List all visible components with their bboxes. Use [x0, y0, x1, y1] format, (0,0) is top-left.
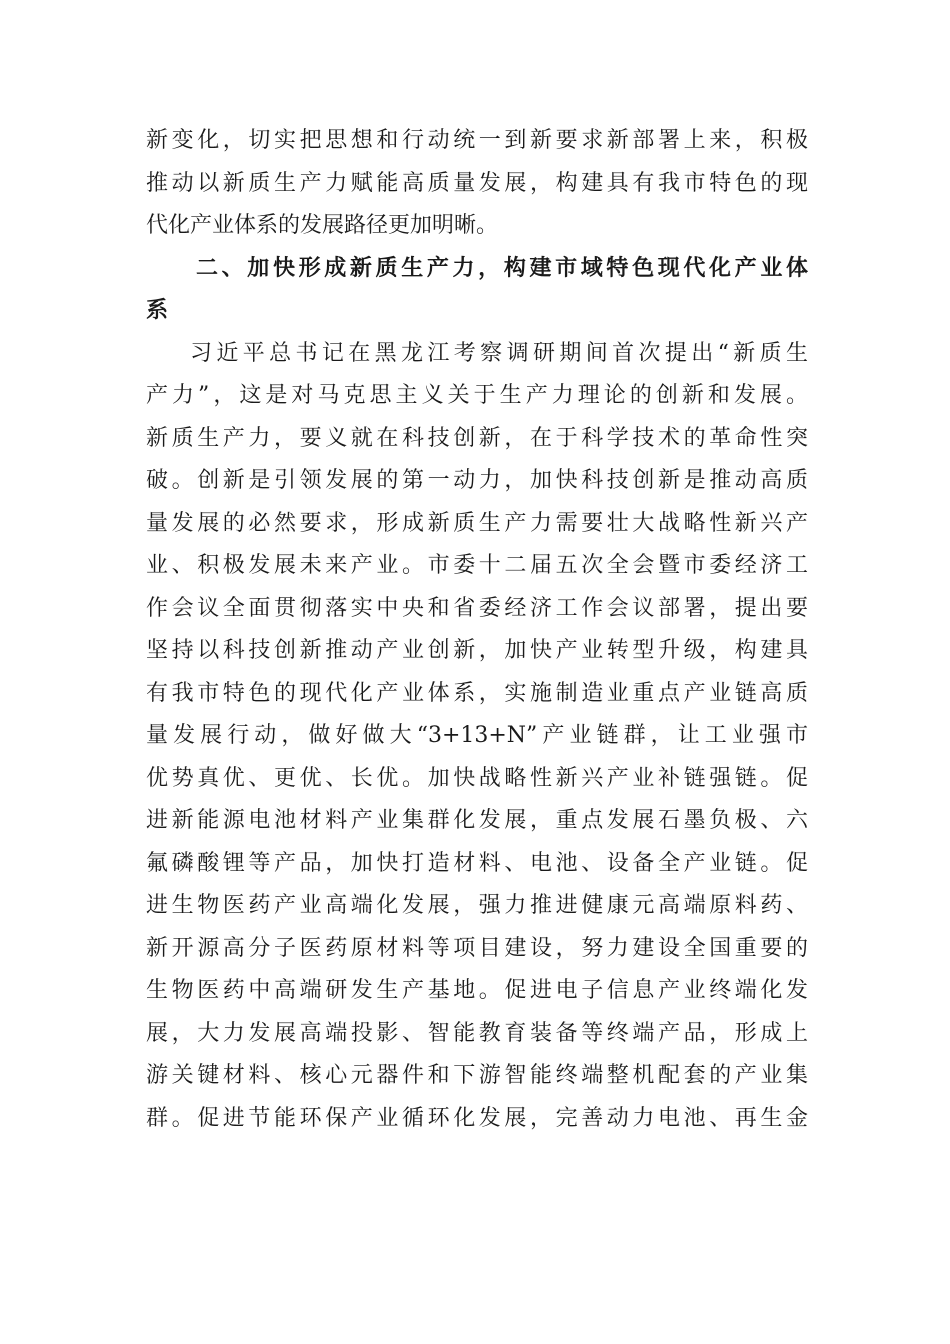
text-line: 量发展的必然要求，形成新质生产力需要壮大战略性新兴产	[146, 510, 808, 536]
text-line: 新开源高分子医药原材料等项目建设，努力建设全国重要的	[146, 935, 808, 961]
text-line: 推动以新质生产力赋能高质量发展，构建具有我市特色的现	[146, 170, 808, 196]
text-line: 新质生产力，要义就在科技创新，在于科学技术的革命性突	[146, 425, 808, 451]
text-line: 生物医药中高端研发生产基地。促进电子信息产业终端化发	[146, 978, 808, 1003]
text-line: 破。创新是引领发展的第一动力，加快科技创新是推动高质	[146, 468, 808, 493]
text-line: 进新能源电池材料产业集群化发展，重点发展石墨负极、六	[146, 808, 808, 833]
text-line: 业、积极发展未来产业。市委十二届五次全会暨市委经济工	[146, 553, 808, 578]
paragraph-2	[146, 333, 808, 1141]
text-line: 习近平总书记在黑龙江考察调研期间首次提出“新质生	[190, 340, 808, 366]
document-body	[146, 120, 808, 1140]
section-heading-2	[146, 248, 808, 333]
heading-line: 系	[146, 298, 169, 323]
text-line: 坚持以科技创新推动产业创新，加快产业转型升级，构建具	[146, 638, 808, 663]
text-line: 量发展行动，做好做大“3+13+N”产业链群，让工业强市	[146, 723, 808, 748]
text-line: 作会议全面贯彻落实中央和省委经济工作会议部署，提出要	[146, 595, 808, 621]
text-line: 产力”，这是对马克思主义关于生产力理论的创新和发展。	[146, 383, 808, 408]
text-line: 优势真优、更优、长优。加快战略性新兴产业补链强链。促	[146, 765, 808, 791]
text-line: 新变化，切实把思想和行动统一到新要求新部署上来，积极	[146, 128, 808, 153]
text-line: 展，大力发展高端投影、智能教育装备等终端产品，形成上	[146, 1020, 808, 1046]
heading-line: 二、加快形成新质生产力，构建市域特色现代化产业体	[196, 255, 808, 281]
text-line: 游关键材料、核心元器件和下游智能终端整机配套的产业集	[146, 1063, 808, 1088]
text-line: 代化产业体系的发展路径更加明晰。	[146, 213, 499, 238]
text-line: 群。促进节能环保产业循环化发展，完善动力电池、再生金	[146, 1105, 808, 1131]
text-line: 氟磷酸锂等产品，加快打造材料、电池、设备全产业链。促	[146, 850, 808, 876]
text-line: 进生物医药产业高端化发展，强力推进健康元高端原料药、	[146, 893, 808, 918]
text-line: 有我市特色的现代化产业体系，实施制造业重点产业链高质	[146, 680, 808, 706]
paragraph-1	[146, 120, 808, 248]
